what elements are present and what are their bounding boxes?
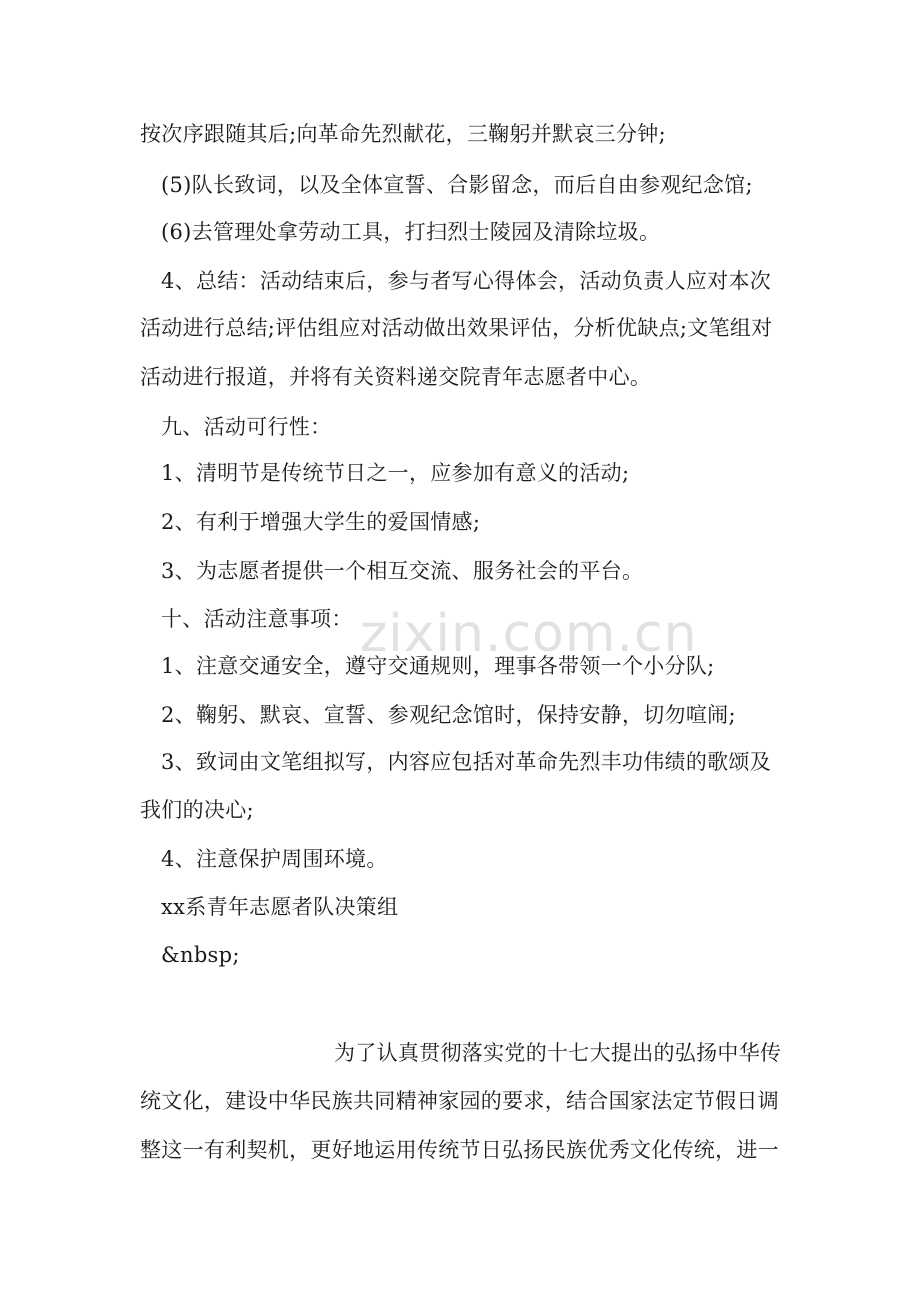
text-line: 2、有利于增强大学生的爱国情感; — [161, 510, 481, 534]
text-line: 按次序跟随其后;向革命先烈献花，三鞠躬并默哀三分钟; — [140, 122, 666, 146]
text-line: &nbsp; — [161, 943, 240, 967]
text-line: 活动进行总结;评估组应对活动做出效果评估，分析优缺点;文笔组对 — [140, 316, 773, 340]
text-line: 4、注意保护周围环境。 — [161, 847, 388, 871]
text-line: (5)队长致词，以及全体宣誓、合影留念，而后自由参观纪念馆; — [161, 173, 753, 197]
text-line: 为了认真贯彻落实党的十七大提出的弘扬中华传 — [334, 1041, 782, 1065]
text-line: 3、为志愿者提供一个相互交流、服务社会的平台。 — [161, 559, 644, 583]
text-line: 活动进行报道，并将有关资料递交院青年志愿者中心。 — [140, 365, 652, 389]
section-heading: 十、活动注意事项： — [161, 607, 353, 631]
text-line: 我们的决心; — [140, 798, 254, 822]
text-line: 统文化，建设中华民族共同精神家园的要求，结合国家法定节假日调 — [140, 1089, 779, 1113]
watermark: zixin.com.cn — [360, 604, 698, 664]
text-line: (6)去管理处拿劳动工具，打扫烈士陵园及清除垃圾。 — [161, 220, 661, 244]
text-line: 整这一有利契机，更好地运用传统节日弘扬民族优秀文化传统，进一 — [140, 1138, 779, 1162]
text-line: 1、清明节是传统节日之一，应参加有意义的活动; — [161, 461, 630, 485]
signature-line: xx系青年志愿者队决策组 — [161, 895, 399, 919]
text-line: 3、致词由文笔组拟写，内容应包括对革命先烈丰功伟绩的歌颂及 — [161, 750, 772, 774]
text-line: 4、总结：活动结束后，参与者写心得体会，活动负责人应对本次 — [161, 269, 772, 293]
text-line: 2、鞠躬、默哀、宣誓、参观纪念馆时，保持安静，切勿喧闹; — [161, 703, 736, 727]
text-line: 1、注意交通安全，遵守交通规则，理事各带领一个小分队; — [161, 654, 715, 678]
section-heading: 九、活动可行性： — [161, 415, 332, 439]
